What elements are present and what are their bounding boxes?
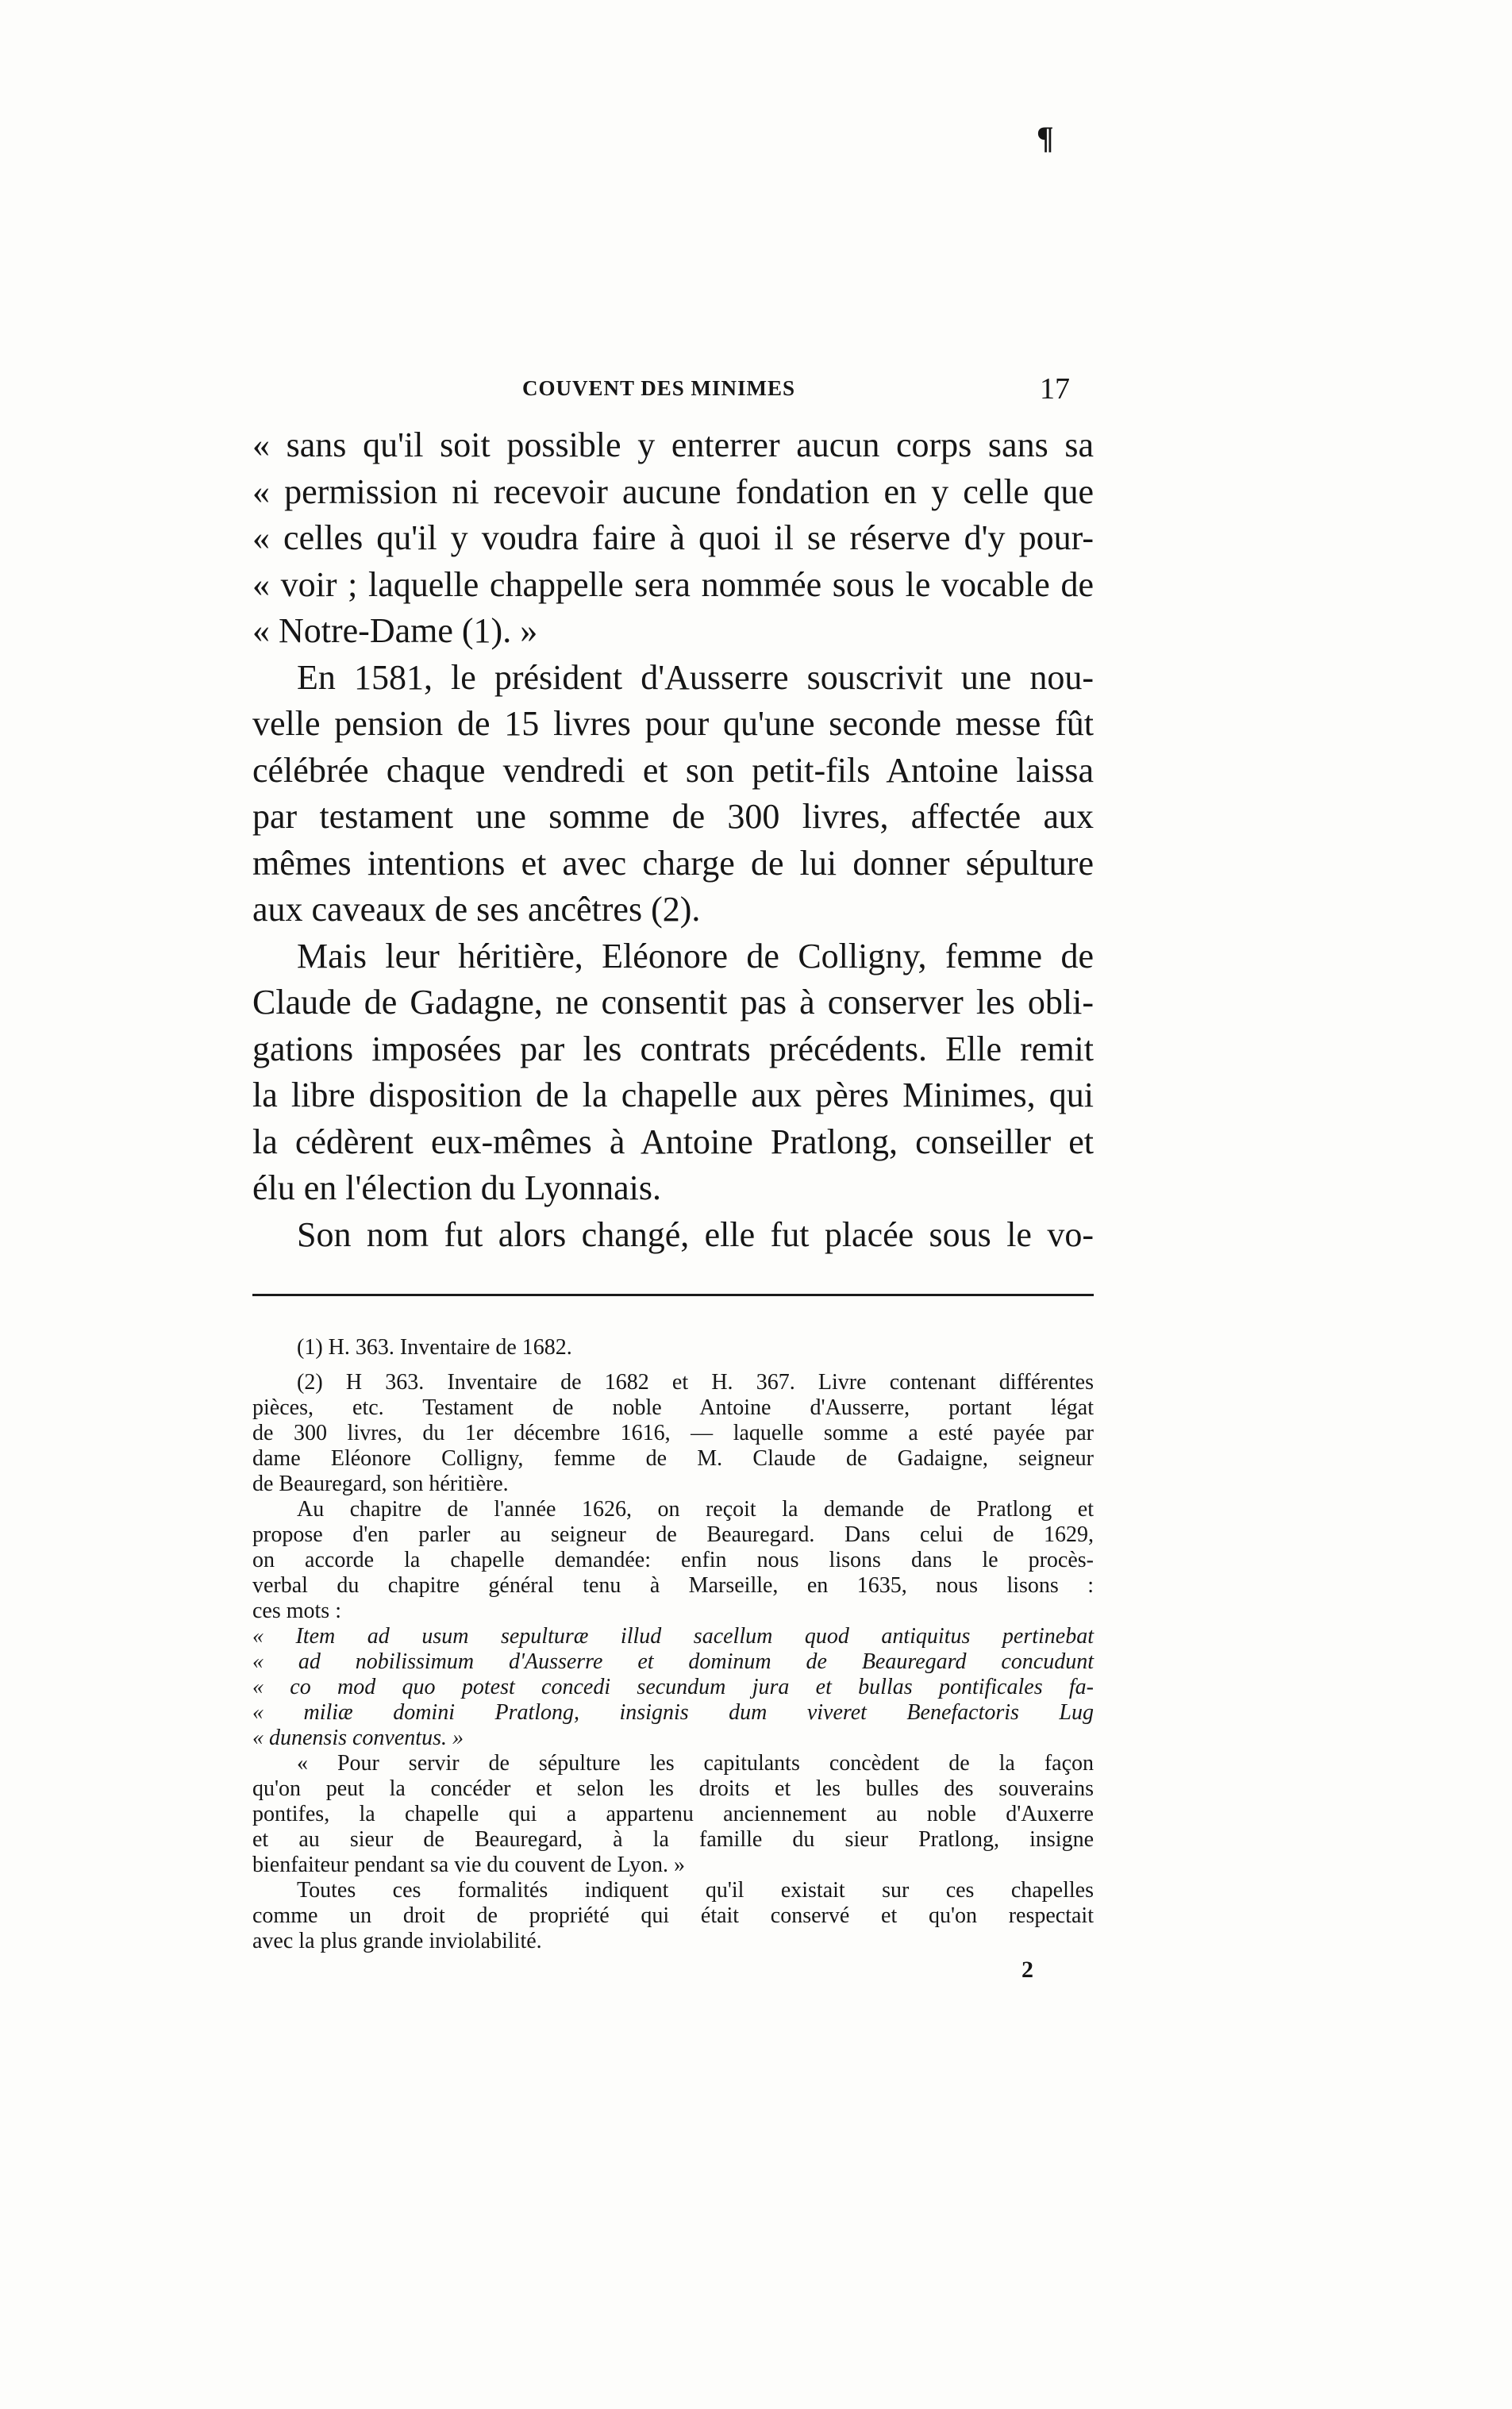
footnote-line: « dunensis conventus. » <box>252 1726 464 1750</box>
text-line: mêmes intentions et avec charge de lui donner sépulture <box>252 843 1094 883</box>
text-line: « sans qu'il soit possible y enterrer aucun corps sans sa <box>252 425 1094 464</box>
footnotes <box>252 1335 1094 1954</box>
running-head <box>252 371 1094 406</box>
footnote-line: « co mod quo potest concedi secundum jura et bullas pontificales fa- <box>252 1675 1094 1699</box>
footnote-line: Toutes ces formalités indiquent qu'il existait sur ces chapelles <box>297 1878 1094 1903</box>
footnote-line: avec la plus grande inviolabilité. <box>252 1929 542 1953</box>
text-line: En 1581, le président d'Ausserre souscrivit une nou- <box>297 657 1094 697</box>
running-title: COUVENT DES MINIMES <box>522 376 796 400</box>
text-line: aux caveaux de ses ancêtres (2). <box>252 890 701 929</box>
text-line: « celles qu'il y voudra faire à quoi il se réserve d'y pour- <box>252 518 1094 557</box>
footnote-line: de 300 livres, du 1er décembre 1616, — laquelle somme a esté payée par <box>252 1421 1094 1445</box>
footnote-line: et au sieur de Beauregard, à la famille du sieur Pratlong, insigne <box>252 1827 1094 1852</box>
footnote-line: verbal du chapitre général tenu à Marseille, en 1635, nous lisons : <box>252 1573 1094 1598</box>
printer-mark: ¶ <box>1037 120 1054 156</box>
footnote-line: qu'on peut la concéder et selon les droits et les bulles des souverains <box>252 1776 1094 1801</box>
footnote-line: pontifes, la chapelle qui a appartenu anciennement au noble d'Auxerre <box>252 1802 1094 1826</box>
footnote-line: de Beauregard, son héritière. <box>252 1472 509 1496</box>
text-line: « permission ni recevoir aucune fondation en y celle que <box>252 471 1094 511</box>
footnote-line: comme un droit de propriété qui était conservé et qu'on respectait <box>252 1903 1094 1928</box>
text-line: Mais leur héritière, Eléonore de Colligny, femme de <box>297 936 1094 976</box>
text-line: Claude de Gadagne, ne consentit pas à conserver les obli- <box>252 983 1094 1022</box>
text-line: « voir ; laquelle chappelle sera nommée sous le vocable de <box>252 564 1094 604</box>
footnote-line: on accorde la chapelle demandée: enfin nous lisons dans le procès- <box>252 1548 1094 1572</box>
signature-mark: 2 <box>1021 1957 1033 1983</box>
text-line: par testament une somme de 300 livres, affectée aux <box>252 797 1094 836</box>
text-line: gations imposées par les contrats précédents. Elle remit <box>252 1029 1094 1068</box>
footnote-line: « Pour servir de sépulture les capitulants concèdent de la façon <box>297 1751 1094 1776</box>
footnote-line: (2) H 363. Inventaire de 1682 et H. 367. Livre contenant différentes <box>297 1370 1094 1395</box>
footnote-line: pièces, etc. Testament de noble Antoine d'Ausserre, portant légat <box>252 1395 1094 1420</box>
body-text <box>252 422 1094 1258</box>
text-line: « Notre-Dame (1). » <box>252 611 538 650</box>
footnote-line: dame Eléonore Colligny, femme de M. Claude de Gadaigne, seigneur <box>252 1446 1094 1471</box>
footnote-line: « Item ad usum sepulturæ illud sacellum quod antiquitus pertinebat <box>252 1624 1094 1649</box>
footnote-line: (1) H. 363. Inventaire de 1682. <box>297 1335 572 1360</box>
footnote-line: ces mots : <box>252 1599 341 1623</box>
text-line: la libre disposition de la chapelle aux pères Minimes, qui <box>252 1076 1094 1114</box>
page-number: 17 <box>1040 372 1070 406</box>
footnote-rule <box>252 1294 1094 1296</box>
text-line: la cédèrent eux-mêmes à Antoine Pratlong, conseiller et <box>252 1122 1094 1161</box>
footnote-line: propose d'en parler au seigneur de Beauregard. Dans celui de 1629, <box>252 1522 1094 1547</box>
text-line: célébrée chaque vendredi et son petit-fils Antoine laissa <box>252 750 1094 790</box>
text-line: Son nom fut alors changé, elle fut placée sous le vo- <box>297 1214 1094 1254</box>
text-line: élu en l'élection du Lyonnais. <box>252 1168 662 1207</box>
footnote-line: « miliæ domini Pratlong, insignis dum viveret Benefactoris Lug <box>252 1700 1094 1725</box>
document-page <box>252 0 1094 2409</box>
footnote-line: « ad nobilissimum d'Ausserre et dominum de Beauregard concudunt <box>252 1649 1094 1674</box>
footnote-line: Au chapitre de l'année 1626, on reçoit la demande de Pratlong et <box>297 1497 1094 1522</box>
footnote-line: bienfaiteur pendant sa vie du couvent de Lyon. » <box>252 1853 686 1877</box>
text-line: velle pension de 15 livres pour qu'une seconde messe fût <box>252 704 1094 743</box>
